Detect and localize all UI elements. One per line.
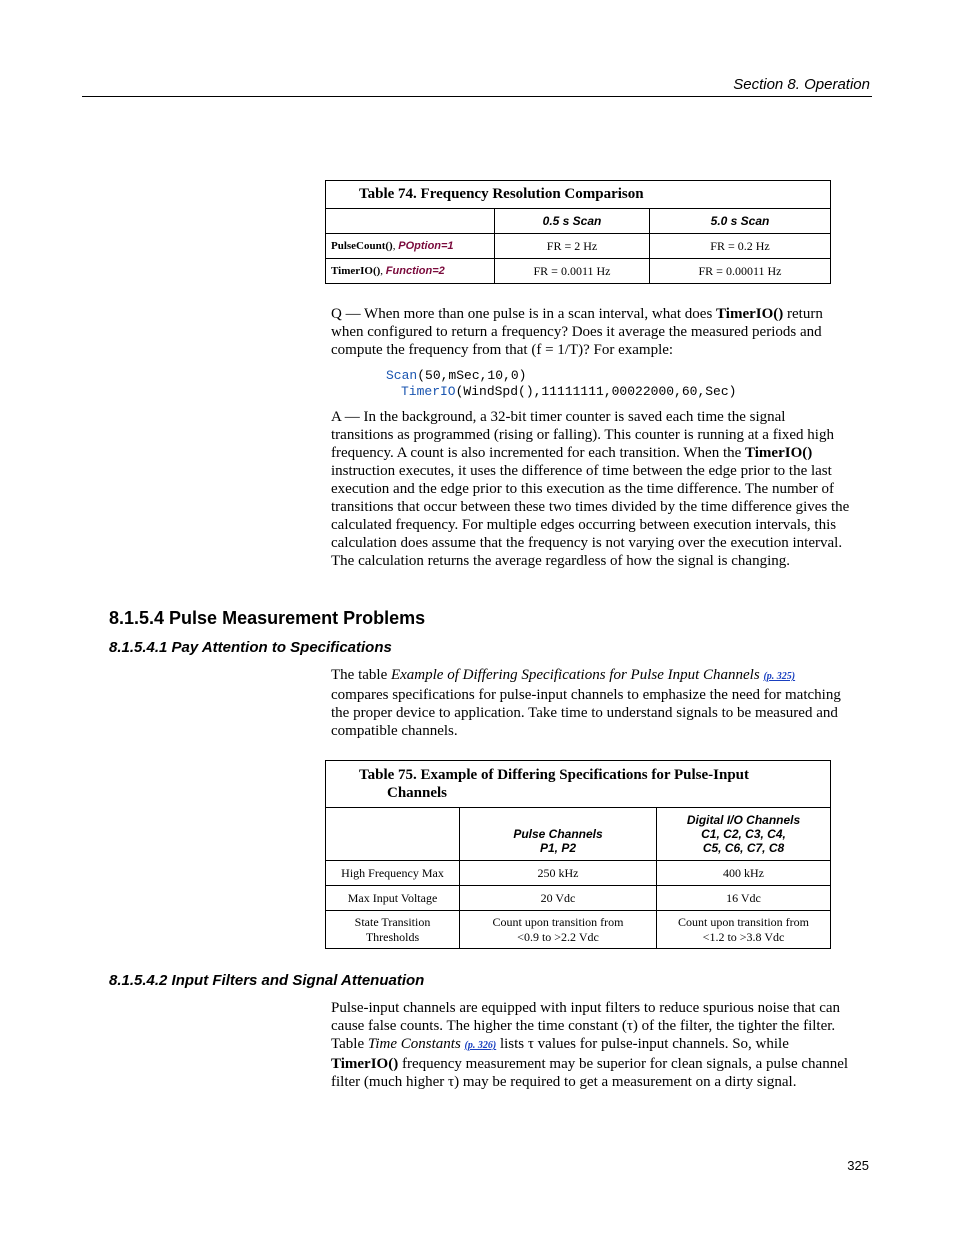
code-keyword: Scan bbox=[386, 368, 418, 383]
header-line: Pulse Channels bbox=[513, 827, 603, 841]
header-line: C5, C6, C7, C8 bbox=[702, 841, 785, 855]
table-74-col-header-1: 0.5 s Scan bbox=[495, 209, 650, 234]
label-separator: , bbox=[380, 265, 386, 277]
caption-line: Table 75. Example of Differing Specifications for Pulse-Input bbox=[359, 767, 750, 783]
cell-line: Thresholds bbox=[365, 929, 420, 944]
table-74-corner bbox=[326, 209, 495, 234]
spec-paragraph bbox=[331, 666, 851, 740]
table-reference: Time Constants bbox=[367, 1036, 461, 1052]
table-75-row-label bbox=[326, 911, 460, 949]
running-header: Section 8. Operation bbox=[733, 76, 870, 93]
table-row bbox=[326, 234, 831, 259]
code-line-2 bbox=[401, 384, 736, 400]
table-75-caption bbox=[326, 761, 831, 808]
table-74-row-label bbox=[326, 259, 495, 284]
table-75-corner bbox=[326, 808, 460, 861]
table-75-col-header-1 bbox=[460, 808, 657, 861]
cell-line: State Transition bbox=[354, 914, 431, 929]
instruction-name: TimerIO() bbox=[331, 265, 381, 277]
table-cell bbox=[657, 911, 831, 949]
table-row bbox=[326, 886, 831, 911]
label-separator: , bbox=[392, 240, 399, 252]
table-cell: FR = 2 Hz bbox=[495, 234, 650, 259]
text-run: The table bbox=[331, 667, 391, 683]
question-paragraph bbox=[331, 305, 851, 359]
table-75-col-header-2 bbox=[657, 808, 831, 861]
text-run: Pulse-input channels are equipped with input filters to reduce spurious noise that can cause false counts. The higher the time constant (τ) of the filter, the tighter the filter. Table bbox=[331, 1000, 841, 1052]
code-text: (50,mSec,10,0) bbox=[417, 368, 527, 383]
table-74 bbox=[325, 180, 831, 284]
cell-line: Count upon transition from bbox=[492, 914, 624, 929]
code-text: (WindSpd(),11111111,00022000,60,Sec) bbox=[455, 384, 737, 399]
table-74-row-label bbox=[326, 234, 495, 259]
caption-line: Channels bbox=[387, 785, 448, 801]
page-xref-link[interactable]: (p. 325) bbox=[763, 671, 796, 682]
code-keyword: TimerIO bbox=[401, 384, 456, 399]
table-row bbox=[326, 259, 831, 284]
table-74-caption: Table 74. Frequency Resolution Comparison bbox=[326, 181, 831, 209]
parameter-name: POption=1 bbox=[398, 240, 454, 252]
header-line: Digital I/O Channels bbox=[686, 813, 801, 827]
filter-paragraph bbox=[331, 999, 851, 1091]
page-xref-link[interactable]: (p. 326) bbox=[464, 1040, 497, 1051]
text-run: lists τ values for pulse-input channels. So, while bbox=[496, 1036, 789, 1052]
cell-line: Count upon transition from bbox=[678, 914, 809, 929]
code-line-1 bbox=[386, 368, 526, 384]
text-run: frequency measurement may be superior for clean signals, a pulse channel filter (much higher τ) may be required to get a measurement on a dirty signal. bbox=[331, 1056, 849, 1090]
table-cell: 20 Vdc bbox=[460, 886, 657, 911]
text-run: A — In the background, a 32-bit timer counter is saved each time the signal transitions as programmed (rising or falling). This counter is running at a fixed high frequency. A count is also incremented for each transition. When the bbox=[331, 409, 834, 461]
table-cell: 16 Vdc bbox=[657, 886, 831, 911]
header-line: C1, C2, C3, C4, bbox=[701, 827, 786, 841]
subsection-heading: 8.1.5.4.2 Input Filters and Signal Attenuation bbox=[109, 972, 425, 989]
table-cell: 400 kHz bbox=[657, 861, 831, 886]
table-reference: Example of Differing Specifications for Pulse Input Channels bbox=[390, 667, 760, 683]
table-cell: FR = 0.00011 Hz bbox=[650, 259, 831, 284]
table-cell: FR = 0.2 Hz bbox=[650, 234, 831, 259]
instruction-name: TimerIO() bbox=[331, 1056, 399, 1072]
cell-line: <1.2 to >3.8 Vdc bbox=[702, 929, 785, 944]
table-74-col-header-2: 5.0 s Scan bbox=[650, 209, 831, 234]
table-cell: 250 kHz bbox=[460, 861, 657, 886]
header-rule bbox=[82, 96, 872, 97]
text-run: Q — When more than one pulse is in a scan interval, what does bbox=[331, 306, 717, 322]
instruction-name: TimerIO() bbox=[716, 306, 784, 322]
table-row bbox=[326, 911, 831, 949]
cell-line: <0.9 to >2.2 Vdc bbox=[517, 929, 599, 944]
text-run: return when configured to return a frequency? Does it average the measured periods and compute the frequency from that (f = 1/T)? For example: bbox=[331, 306, 823, 358]
header-line: P1, P2 bbox=[539, 841, 577, 855]
page-number: 325 bbox=[847, 1158, 869, 1173]
table-row bbox=[326, 861, 831, 886]
table-cell bbox=[460, 911, 657, 949]
text-run: instruction executes, it uses the difference of time between the edge prior to the last execution and the edge prior to this execution as the time difference. The number of transitions that occur between these two times divided by the time difference gives the calculated frequency. For multiple edges occurring between execution intervals, this calculation does assume that the frequency is not varying over the execution interval. The calculation returns the average regardless of how the signal is changing. bbox=[331, 463, 850, 569]
subsection-heading: 8.1.5.4.1 Pay Attention to Specifications bbox=[109, 639, 392, 656]
parameter-name: Function=2 bbox=[385, 265, 445, 277]
instruction-name: PulseCount() bbox=[331, 240, 393, 252]
table-75 bbox=[325, 760, 831, 949]
answer-paragraph bbox=[331, 408, 851, 570]
instruction-name: TimerIO() bbox=[745, 445, 813, 461]
table-75-row-label: High Frequency Max bbox=[326, 861, 460, 886]
table-cell: FR = 0.0011 Hz bbox=[495, 259, 650, 284]
table-75-row-label: Max Input Voltage bbox=[326, 886, 460, 911]
text-run: compares specifications for pulse-input channels to emphasize the need for matching the proper device to application. Take time to understand signals to be measured and compatible channels. bbox=[331, 687, 841, 739]
section-heading: 8.1.5.4 Pulse Measurement Problems bbox=[109, 608, 426, 628]
